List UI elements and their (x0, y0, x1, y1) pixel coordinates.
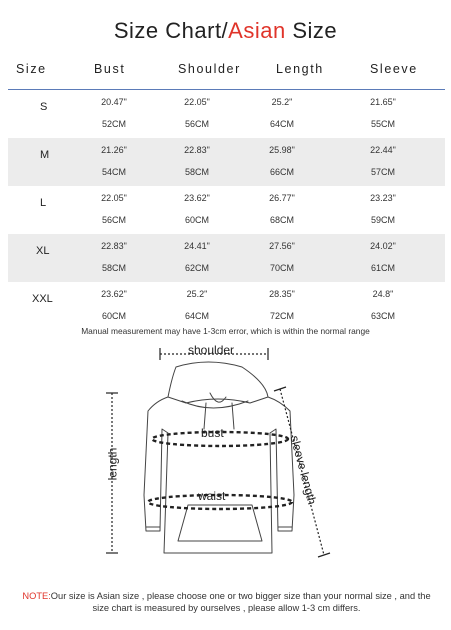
cm-value: 59CM (370, 215, 396, 225)
table-row (8, 282, 445, 330)
cm-value: 70CM (269, 263, 295, 273)
inch-value: 21.26" (101, 145, 127, 155)
size-label: XL (36, 245, 50, 257)
footer-note-label: NOTE: (22, 591, 51, 601)
size-label: L (40, 197, 47, 209)
inch-value: 28.35" (269, 289, 295, 299)
title-suffix: Size (285, 18, 338, 43)
header-length: Length (276, 62, 324, 76)
header-shoulder: Shoulder (178, 62, 241, 76)
diagram-bust-label: bust (201, 426, 224, 440)
cm-value: 58CM (101, 263, 127, 273)
diagram-waist-label: waist (198, 489, 226, 503)
size-label: XXL (32, 293, 53, 305)
cm-value: 54CM (101, 167, 127, 177)
diagram-sleeve-label: sleeve length (287, 434, 320, 506)
table-row (8, 234, 445, 282)
cm-value: 64CM (184, 311, 210, 321)
cm-value: 66CM (269, 167, 295, 177)
title-main: Size Chart/ (113, 18, 229, 43)
title-accent: Asian (228, 18, 286, 43)
inch-value: 25.2" (271, 97, 293, 107)
size-label: S (40, 101, 48, 113)
chart-title (0, 18, 451, 44)
cm-value: 56CM (184, 119, 210, 129)
inch-value: 24.8" (372, 289, 394, 299)
cm-value: 60CM (101, 311, 127, 321)
footer-note-text: Our size is Asian size , please choose one or two bigger size than your normal size , and the size chart is measured by ourselves , please allow 1-3 cm differs. (50, 591, 431, 613)
table-row (8, 186, 445, 234)
cm-value: 55CM (370, 119, 396, 129)
diagram-shoulder-label: shoulder (188, 343, 235, 357)
inch-value: 27.56" (269, 241, 295, 251)
cm-value: 63CM (370, 311, 396, 321)
measurement-note: Manual measurement may have 1-3cm error, which is within the normal range (81, 326, 370, 336)
inch-value: 22.05" (101, 193, 127, 203)
inch-value: 20.47" (101, 97, 127, 107)
cm-value: 61CM (370, 263, 396, 273)
inch-value: 22.83" (184, 145, 210, 155)
inch-value: 23.23" (370, 193, 396, 203)
cm-value: 57CM (370, 167, 396, 177)
cm-value: 68CM (269, 215, 295, 225)
inch-value: 22.83" (101, 241, 127, 251)
table-row (8, 90, 445, 138)
inch-value: 25.2" (186, 289, 208, 299)
inch-value: 22.05" (184, 97, 210, 107)
header-bust: Bust (94, 62, 126, 76)
hoodie-diagram (100, 345, 340, 577)
cm-value: 62CM (184, 263, 210, 273)
footer-note (14, 590, 439, 614)
inch-value: 24.02" (370, 241, 396, 251)
inch-value: 24.41" (184, 241, 210, 251)
cm-value: 52CM (101, 119, 127, 129)
size-label: M (40, 149, 50, 161)
inch-value: 26.77" (269, 193, 295, 203)
cm-value: 56CM (101, 215, 127, 225)
header-sleeve: Sleeve (370, 62, 418, 76)
header-size: Size (16, 62, 47, 76)
cm-value: 58CM (184, 167, 210, 177)
inch-value: 25.98" (269, 145, 295, 155)
cm-value: 64CM (269, 119, 295, 129)
table-header (0, 62, 451, 80)
inch-value: 22.44" (370, 145, 396, 155)
cm-value: 72CM (269, 311, 295, 321)
inch-value: 21.65" (370, 97, 396, 107)
table-row (8, 138, 445, 186)
inch-value: 23.62" (101, 289, 127, 299)
inch-value: 23.62" (184, 193, 210, 203)
diagram-length-label: length (105, 447, 120, 481)
cm-value: 60CM (184, 215, 210, 225)
